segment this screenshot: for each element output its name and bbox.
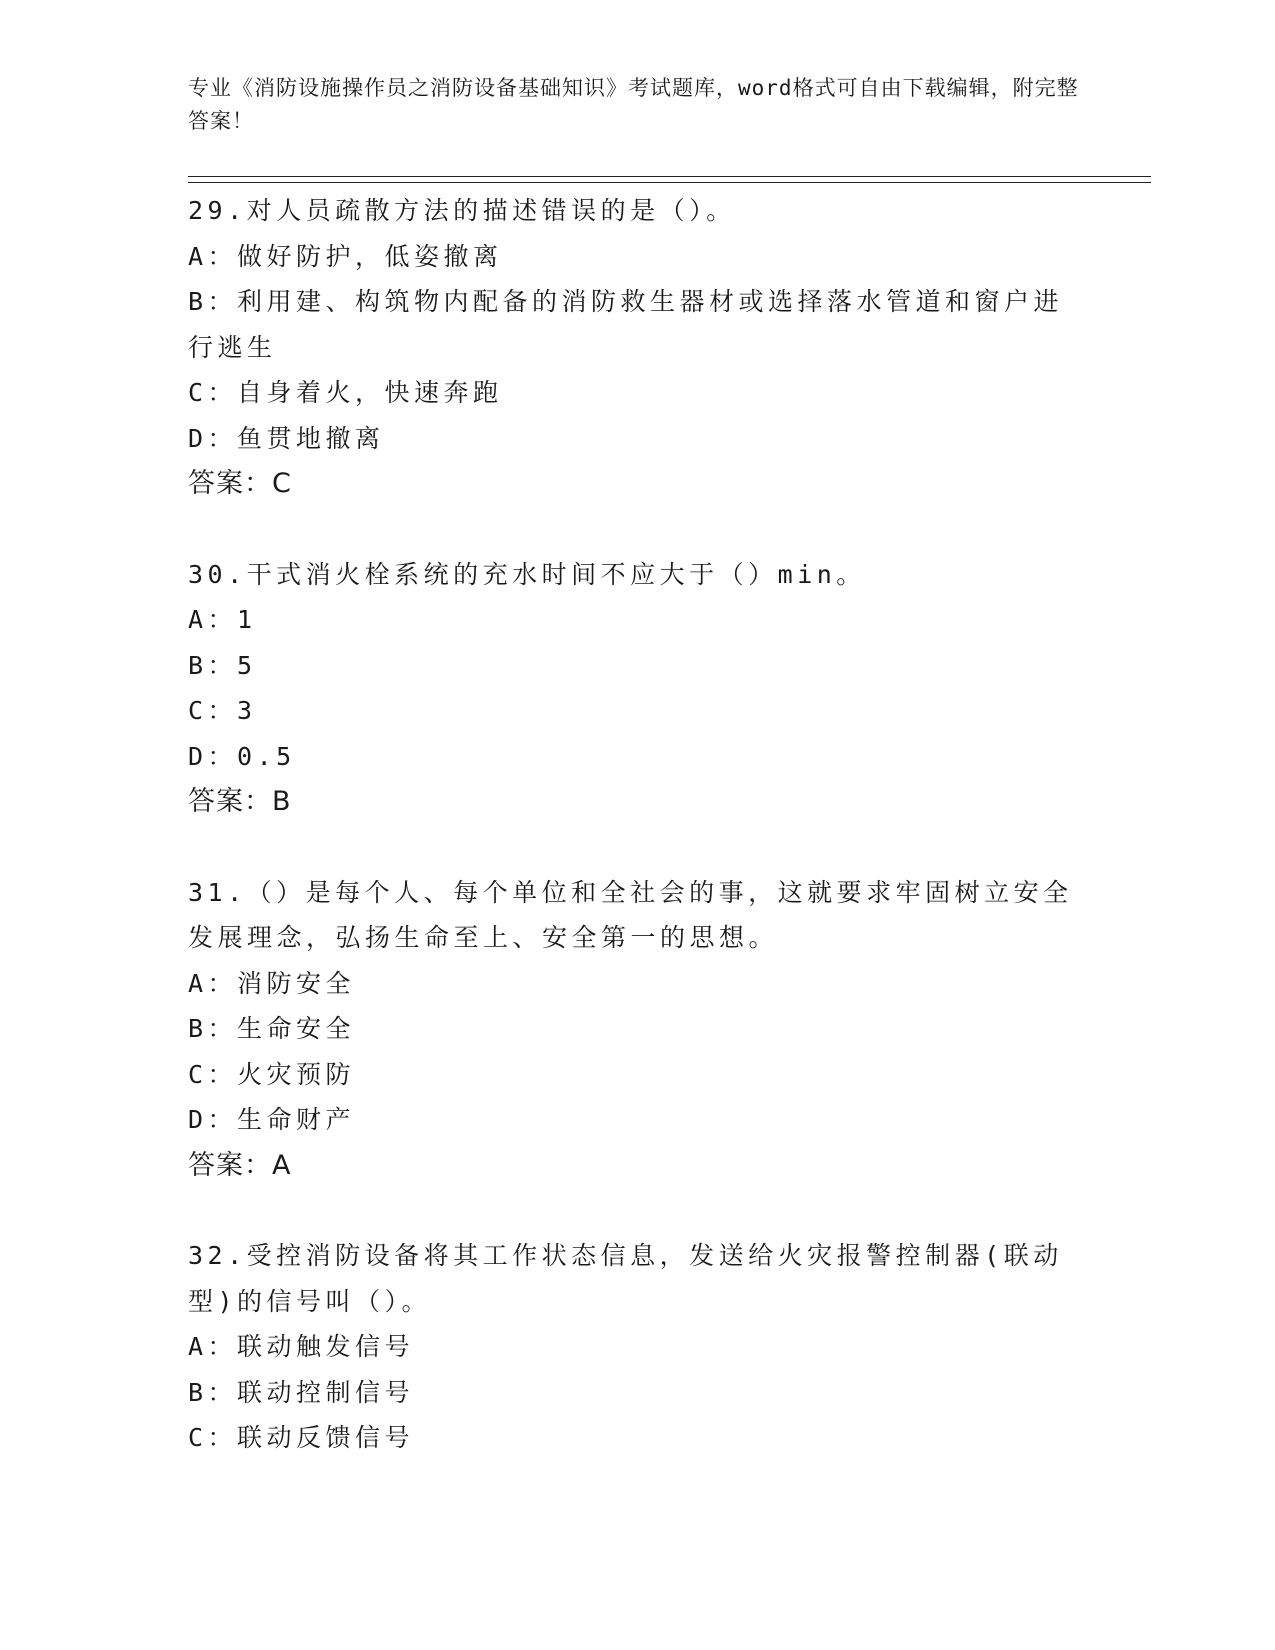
question-stem: 29.对人员疏散方法的描述错误的是（）。 bbox=[188, 196, 736, 225]
document-header: 专业《消防设施操作员之消防设备基础知识》考试题库，word格式可自由下载编辑，附完整答案！ bbox=[188, 76, 1079, 133]
question-29 bbox=[188, 188, 1088, 507]
answer-line: 答案：A bbox=[188, 1149, 292, 1181]
option-b: B：联动控制信号 bbox=[188, 1377, 415, 1407]
option-c: C：3 bbox=[188, 696, 257, 725]
answer-line: 答案：C bbox=[188, 468, 292, 499]
question-31 bbox=[188, 870, 1088, 1189]
answer-line: 答案：B bbox=[188, 786, 292, 817]
option-c: C：自身着火，快速奔跑 bbox=[188, 378, 503, 407]
option-a: A：1 bbox=[188, 605, 257, 634]
question-30 bbox=[188, 552, 1088, 825]
option-b: B：生命安全 bbox=[188, 1014, 356, 1043]
question-list bbox=[188, 188, 1088, 1461]
option-c: C：联动反馈信号 bbox=[188, 1423, 415, 1452]
question-32 bbox=[188, 1233, 1088, 1461]
header-divider-bottom bbox=[188, 182, 1151, 183]
option-d: D：0.5 bbox=[188, 741, 296, 771]
question-gap bbox=[188, 825, 1088, 870]
question-stem: 30.干式消火栓系统的充水时间不应大于（）min。 bbox=[188, 559, 866, 589]
option-a: A：消防安全 bbox=[188, 968, 356, 998]
question-gap bbox=[188, 1188, 1088, 1233]
option-a: A：做好防护，低姿撤离 bbox=[188, 241, 503, 271]
option-d: D：生命财产 bbox=[188, 1105, 356, 1134]
question-gap bbox=[188, 507, 1088, 552]
question-stem: 32.受控消防设备将其工作状态信息，发送给火灾报警控制器(联动型)的信号叫（）。 bbox=[188, 1241, 1063, 1316]
header-divider-top bbox=[188, 176, 1151, 177]
option-d: D：鱼贯地撤离 bbox=[188, 423, 385, 453]
option-c: C：火灾预防 bbox=[188, 1059, 356, 1089]
option-a: A：联动触发信号 bbox=[188, 1332, 415, 1361]
question-stem: 31.（）是每个人、每个单位和全社会的事，这就要求牢固树立安全发展理念，弘扬生命至上、安全第一的思想。 bbox=[188, 877, 1073, 952]
option-b: B：5 bbox=[188, 650, 257, 680]
option-b: B：利用建、构筑物内配备的消防救生器材或选择落水管道和窗户进行逃生 bbox=[188, 287, 1064, 362]
